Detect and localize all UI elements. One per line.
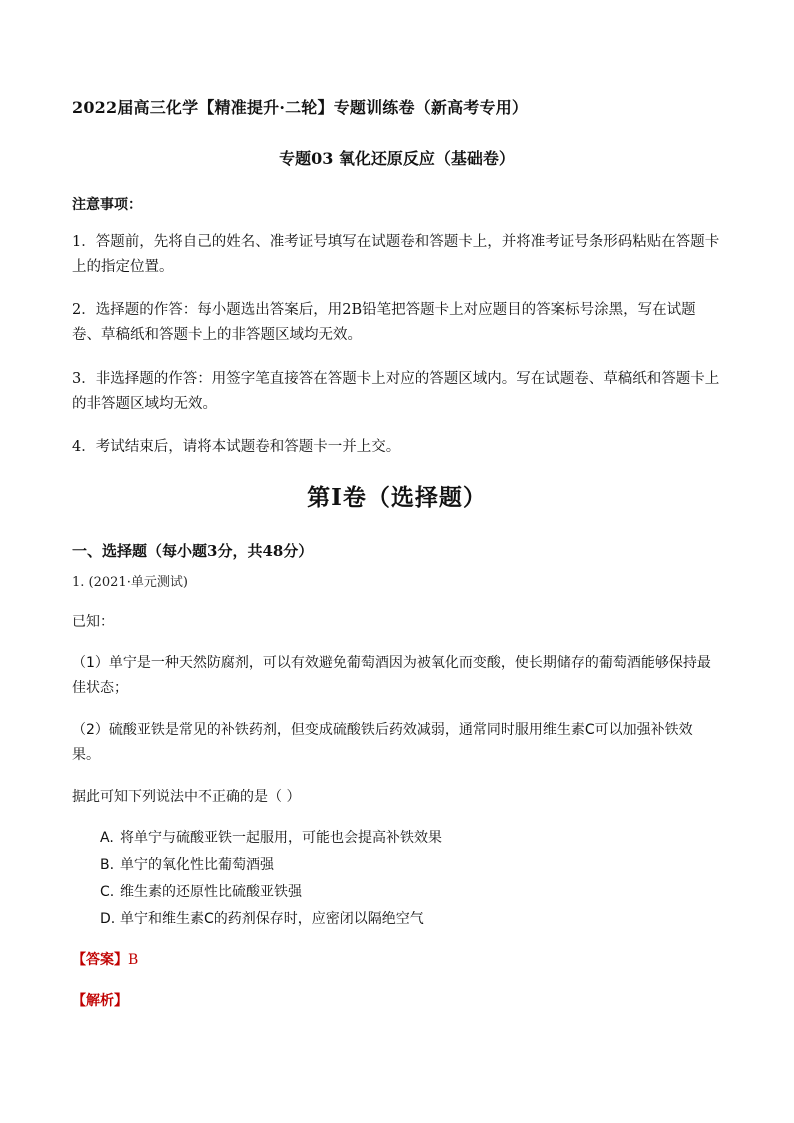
option-text: 单宁的氧化性比葡萄酒强 [120,857,274,873]
answer-tag: 【答案】 [72,952,128,968]
analysis-tag: 【解析】 [72,993,128,1009]
option-letter: B. [100,857,115,873]
premise-2-line-1: （2）硫酸亚铁是常见的补铁药剂，但变成硫酸铁后药效减弱，通常同时服用维生素C可以加强补铁效 [72,722,693,738]
part-heading: 一、选择题（每小题3分，共48分） [72,542,314,560]
question-stem: 据此可知下列说法中不正确的是（ ） [72,789,301,805]
option-letter: D. [100,911,116,927]
analysis-line [72,990,128,1010]
notice-item-2: 2．选择题的作答：每小题选出答案后，用2B铅笔把答题卡上对应题目的答案标号涂黑，写在试题卷、草稿纸和答题卡上的非答题区域均无效。 [72,302,696,343]
premise-2-line-2: 果。 [72,747,100,763]
premise-1-line-1: （1）单宁是一种天然防腐剂，可以有效避免葡萄酒因为被氧化而变酸，使长期储存的葡萄酒能够保持最 [72,655,711,671]
notice-item-1: 1．答题前，先将自己的姓名、准考证号填写在试题卷和答题卡上，并将准考证号条形码粘贴在答题卡上的指定位置。 [72,234,720,275]
option-letter: A. [100,830,114,846]
option-text: 将单宁与硫酸亚铁一起服用，可能也会提高补铁效果 [120,830,442,846]
notice-item-3: 3．非选择题的作答：用签字笔直接答在答题卡上对应的答题区域内。写在试题卷、草稿纸和答题卡上的非答题区域均无效。 [72,371,720,412]
option-d [100,908,424,928]
paper-subtitle: 专题03 氧化还原反应（基础卷） [279,149,515,168]
option-letter: C. [100,884,115,900]
notice-item-4: 4．考试结束后，请将本试题卷和答题卡一并上交。 [72,439,401,455]
paper-title: 2022届高三化学【精准提升·二轮】专题训练卷（新高考专用） [72,98,529,117]
option-text: 维生素的还原性比硫酸亚铁强 [120,884,302,900]
option-text: 单宁和维生素C的药剂保存时，应密闭以隔绝空气 [120,911,424,927]
answer-line [72,949,138,969]
question-intro: 已知： [72,614,114,630]
notice-heading: 注意事项： [72,197,142,213]
section-title: 第Ⅰ卷（选择题） [307,484,487,511]
premise-1-line-2: 佳状态； [72,680,128,696]
option-c [100,881,302,901]
answer-value: B [128,952,139,968]
option-b [100,854,274,874]
question-number-source: 1. (2021·单元测试) [72,575,188,590]
option-a [100,827,442,847]
